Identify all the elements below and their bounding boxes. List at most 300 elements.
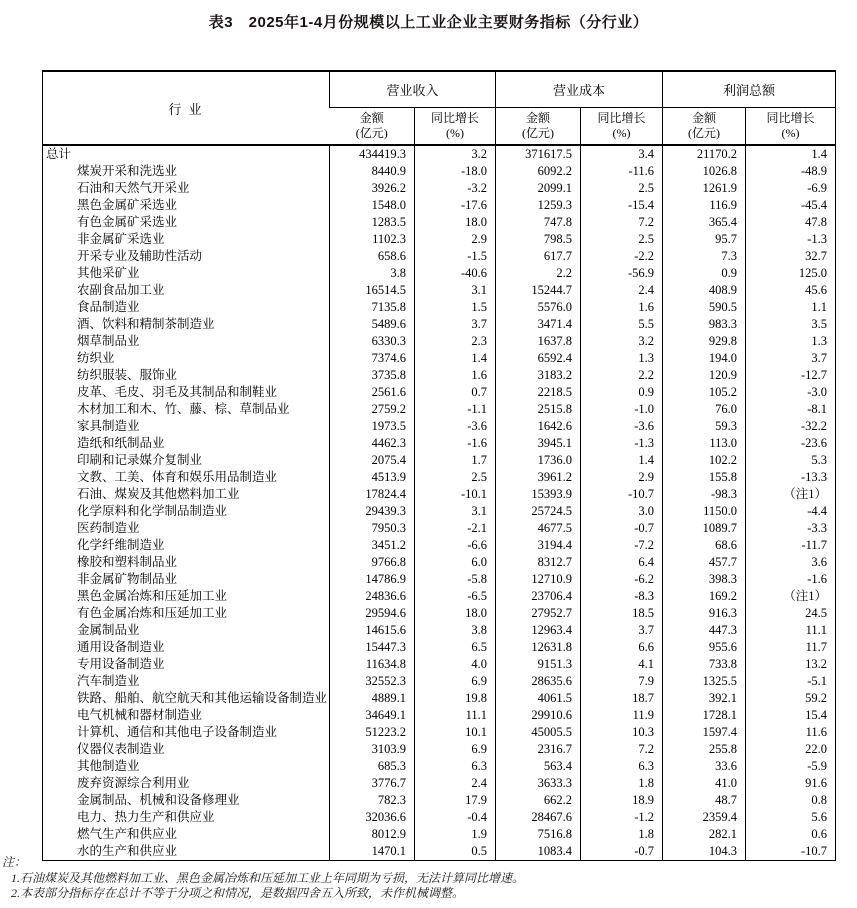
industry-name: 化学原料和化学制品制造业: [77, 504, 228, 518]
industry-name: 非金属矿采选业: [77, 232, 165, 246]
value-revenue: 1973.5: [330, 418, 415, 435]
value-profit_growth: 24.5: [746, 605, 836, 622]
value-profit_growth: 3.5: [746, 316, 836, 333]
value-cost: 6092.2: [496, 163, 581, 180]
value-profit: 102.2: [663, 452, 746, 469]
value-revenue_growth: 6.9: [415, 673, 496, 690]
value-cost_growth: 7.2: [581, 741, 663, 758]
value-profit: 590.5: [663, 299, 746, 316]
value-profit_growth: -1.3: [746, 231, 836, 248]
value-revenue_growth: 10.1: [415, 724, 496, 741]
value-profit: 33.6: [663, 758, 746, 775]
value-revenue_growth: -6.5: [415, 588, 496, 605]
value-revenue: 3926.2: [330, 180, 415, 197]
industry-name: 汽车制造业: [77, 674, 140, 688]
value-profit_growth: -23.6: [746, 435, 836, 452]
industry-name: 金属制品、机械和设备修理业: [77, 793, 240, 807]
table-row: [43, 282, 836, 299]
value-profit: 457.7: [663, 554, 746, 571]
value-revenue: 16514.5: [330, 282, 415, 299]
notes: [2, 855, 524, 902]
industry-name: 纺织服装、服饰业: [77, 368, 178, 382]
table-row: [43, 180, 836, 197]
value-cost: 28467.6: [496, 809, 581, 826]
table-row: [43, 418, 836, 435]
value-revenue: 8440.9: [330, 163, 415, 180]
value-cost_growth: 3.0: [581, 503, 663, 520]
industry-name: 铁路、船舶、航空航天和其他运输设备制造业: [77, 691, 328, 705]
industry-name: 化学纤维制造业: [77, 538, 165, 552]
value-cost: 12631.8: [496, 639, 581, 656]
value-revenue: 8012.9: [330, 826, 415, 843]
value-revenue: 5489.6: [330, 316, 415, 333]
value-revenue_growth: 3.7: [415, 316, 496, 333]
value-revenue_growth: 18.0: [415, 214, 496, 231]
value-cost: 563.4: [496, 758, 581, 775]
industry-name: 其他采矿业: [77, 266, 140, 280]
value-cost_growth: 2.2: [581, 367, 663, 384]
value-cost_growth: -0.7: [581, 843, 663, 861]
value-cost_growth: -1.2: [581, 809, 663, 826]
value-revenue: 4889.1: [330, 690, 415, 707]
value-revenue_growth: -17.6: [415, 197, 496, 214]
value-revenue: 1470.1: [330, 843, 415, 861]
value-revenue_growth: 3.1: [415, 503, 496, 520]
value-profit_growth: 1.4: [746, 145, 836, 163]
value-revenue_growth: 1.6: [415, 367, 496, 384]
value-revenue_growth: -3.6: [415, 418, 496, 435]
value-cost_growth: 18.7: [581, 690, 663, 707]
value-revenue: 782.3: [330, 792, 415, 809]
value-cost: 28635.6: [496, 673, 581, 690]
value-profit_growth: （注1）: [746, 588, 836, 605]
value-revenue_growth: 18.0: [415, 605, 496, 622]
value-profit: 282.1: [663, 826, 746, 843]
industry-name: 纺织业: [77, 351, 115, 365]
value-profit_growth: -11.7: [746, 537, 836, 554]
value-profit: 1325.5: [663, 673, 746, 690]
value-profit: 194.0: [663, 350, 746, 367]
value-profit_growth: -8.1: [746, 401, 836, 418]
value-revenue_growth: -3.2: [415, 180, 496, 197]
table-row: [43, 724, 836, 741]
value-profit: 929.8: [663, 333, 746, 350]
value-cost: 1259.3: [496, 197, 581, 214]
table-row: [43, 299, 836, 316]
table-row: [43, 401, 836, 418]
value-cost: 23706.4: [496, 588, 581, 605]
value-cost_growth: 3.7: [581, 622, 663, 639]
note-item: 1.石油煤炭及其他燃料加工业、黑色金属冶炼和压延加工业上年同期为亏损，无法计算同比增速。: [11, 870, 525, 885]
value-profit: 113.0: [663, 435, 746, 452]
financial-indicators-table: [42, 70, 836, 861]
value-cost: 662.2: [496, 792, 581, 809]
header-group-cost: 营业成本: [496, 71, 663, 108]
industry-name: 电力、热力生产和供应业: [77, 810, 215, 824]
value-profit: 105.2: [663, 384, 746, 401]
value-revenue_growth: 6.9: [415, 741, 496, 758]
table-row: [43, 469, 836, 486]
industry-name: 皮革、毛皮、羽毛及其制品和制鞋业: [77, 385, 278, 399]
value-revenue_growth: -2.1: [415, 520, 496, 537]
value-profit: 733.8: [663, 656, 746, 673]
table-row: [43, 333, 836, 350]
table-row: [43, 367, 836, 384]
industry-name: 石油和天然气开采业: [77, 181, 190, 195]
value-profit_growth: 5.6: [746, 809, 836, 826]
table-row: [43, 775, 836, 792]
value-cost_growth: 1.4: [581, 452, 663, 469]
value-revenue_growth: 1.7: [415, 452, 496, 469]
value-cost: 29910.6: [496, 707, 581, 724]
header-profit-amount: 金额 (亿元): [663, 108, 746, 146]
value-cost_growth: 18.5: [581, 605, 663, 622]
value-profit: 365.4: [663, 214, 746, 231]
value-profit_growth: -48.9: [746, 163, 836, 180]
value-revenue_growth: -0.4: [415, 809, 496, 826]
value-cost: 1083.4: [496, 843, 581, 861]
table-row: [43, 809, 836, 826]
industry-name: 其他制造业: [77, 759, 140, 773]
value-cost: 371617.5: [496, 145, 581, 163]
value-profit: 116.9: [663, 197, 746, 214]
industry-name: 黑色金属冶炼和压延加工业: [77, 589, 228, 603]
value-cost: 3194.4: [496, 537, 581, 554]
value-profit_growth: -5.9: [746, 758, 836, 775]
value-revenue: 3735.8: [330, 367, 415, 384]
value-cost: 7516.8: [496, 826, 581, 843]
value-revenue: 29439.3: [330, 503, 415, 520]
value-revenue_growth: -6.6: [415, 537, 496, 554]
value-cost_growth: -8.3: [581, 588, 663, 605]
value-cost_growth: -15.4: [581, 197, 663, 214]
industry-name: 文教、工美、体育和娱乐用品制造业: [77, 470, 278, 484]
value-cost_growth: 11.9: [581, 707, 663, 724]
value-revenue_growth: 3.8: [415, 622, 496, 639]
value-revenue: 32036.6: [330, 809, 415, 826]
value-cost_growth: 5.5: [581, 316, 663, 333]
value-profit_growth: 32.7: [746, 248, 836, 265]
value-cost: 747.8: [496, 214, 581, 231]
table-row: [43, 520, 836, 537]
value-profit_growth: 3.6: [746, 554, 836, 571]
value-cost: 12963.4: [496, 622, 581, 639]
value-revenue: 1548.0: [330, 197, 415, 214]
value-profit_growth: 5.3: [746, 452, 836, 469]
value-revenue: 434419.3: [330, 145, 415, 163]
value-profit: 7.3: [663, 248, 746, 265]
value-revenue: 7135.8: [330, 299, 415, 316]
value-cost_growth: 2.5: [581, 231, 663, 248]
industry-name: 煤炭开采和洗选业: [77, 164, 178, 178]
value-cost: 4061.5: [496, 690, 581, 707]
table-row: [43, 197, 836, 214]
value-profit: 916.3: [663, 605, 746, 622]
value-profit: 1728.1: [663, 707, 746, 724]
value-revenue: 3776.7: [330, 775, 415, 792]
value-revenue: 1102.3: [330, 231, 415, 248]
table-row: [43, 758, 836, 775]
value-profit: 104.3: [663, 843, 746, 861]
value-revenue: 51223.2: [330, 724, 415, 741]
value-profit_growth: -6.9: [746, 180, 836, 197]
header-group-revenue: 营业收入: [330, 71, 496, 108]
industry-name: 木材加工和木、竹、藤、棕、草制品业: [77, 402, 290, 416]
value-cost_growth: -1.3: [581, 435, 663, 452]
value-revenue: 4513.9: [330, 469, 415, 486]
industry-name: 通用设备制造业: [77, 640, 165, 654]
table-row: [43, 163, 836, 180]
value-cost_growth: 2.4: [581, 282, 663, 299]
value-revenue_growth: -40.6: [415, 265, 496, 282]
value-cost_growth: 1.3: [581, 350, 663, 367]
value-cost: 1736.0: [496, 452, 581, 469]
table-row: [43, 265, 836, 282]
table-row: [43, 214, 836, 231]
value-cost: 8312.7: [496, 554, 581, 571]
table-row: [43, 486, 836, 503]
value-profit_growth: 45.6: [746, 282, 836, 299]
value-profit_growth: 59.2: [746, 690, 836, 707]
value-revenue: 3.8: [330, 265, 415, 282]
value-profit: 1261.9: [663, 180, 746, 197]
value-revenue_growth: 2.5: [415, 469, 496, 486]
value-cost_growth: 6.3: [581, 758, 663, 775]
table-row: [43, 741, 836, 758]
value-cost: 27952.7: [496, 605, 581, 622]
value-cost_growth: 2.9: [581, 469, 663, 486]
value-cost_growth: 2.5: [581, 180, 663, 197]
table-body: [43, 145, 836, 861]
table-row: [43, 384, 836, 401]
value-revenue_growth: 1.5: [415, 299, 496, 316]
value-revenue_growth: 17.9: [415, 792, 496, 809]
value-profit_growth: -4.4: [746, 503, 836, 520]
value-profit: 2359.4: [663, 809, 746, 826]
value-cost: 2515.8: [496, 401, 581, 418]
industry-name: 造纸和纸制品业: [77, 436, 165, 450]
value-revenue: 14615.6: [330, 622, 415, 639]
value-revenue: 32552.3: [330, 673, 415, 690]
value-revenue_growth: 2.4: [415, 775, 496, 792]
industry-name: 废弃资源综合利用业: [77, 776, 190, 790]
value-cost_growth: 3.4: [581, 145, 663, 163]
value-cost_growth: -3.6: [581, 418, 663, 435]
industry-name: 医药制造业: [77, 521, 140, 535]
value-profit: 398.3: [663, 571, 746, 588]
value-cost_growth: 4.1: [581, 656, 663, 673]
value-cost_growth: 3.2: [581, 333, 663, 350]
value-revenue: 24836.6: [330, 588, 415, 605]
table-row: [43, 435, 836, 452]
value-profit: 255.8: [663, 741, 746, 758]
value-profit: 0.9: [663, 265, 746, 282]
value-revenue: 2759.2: [330, 401, 415, 418]
value-revenue_growth: 19.8: [415, 690, 496, 707]
value-cost: 3633.3: [496, 775, 581, 792]
table-row: [43, 639, 836, 656]
value-profit_growth: 15.4: [746, 707, 836, 724]
value-cost: 25724.5: [496, 503, 581, 520]
value-profit: 983.3: [663, 316, 746, 333]
table-header: [43, 71, 836, 145]
value-revenue_growth: -18.0: [415, 163, 496, 180]
value-cost: 2099.1: [496, 180, 581, 197]
industry-name: 开采专业及辅助性活动: [77, 249, 203, 263]
value-profit_growth: 125.0: [746, 265, 836, 282]
value-revenue: 3103.9: [330, 741, 415, 758]
value-revenue: 11634.8: [330, 656, 415, 673]
value-revenue: 7950.3: [330, 520, 415, 537]
table-row: [43, 231, 836, 248]
value-revenue_growth: -1.5: [415, 248, 496, 265]
value-profit_growth: -10.7: [746, 843, 836, 861]
value-cost_growth: -11.6: [581, 163, 663, 180]
value-revenue: 6330.3: [330, 333, 415, 350]
value-profit_growth: 47.8: [746, 214, 836, 231]
page-title: 表3 2025年1-4月份规模以上工业企业主要财务指标（分行业）: [208, 14, 649, 31]
value-cost: 1637.8: [496, 333, 581, 350]
industry-name: 总计: [46, 147, 72, 161]
value-cost: 798.5: [496, 231, 581, 248]
value-profit_growth: 91.6: [746, 775, 836, 792]
value-profit_growth: -3.0: [746, 384, 836, 401]
industry-name: 农副食品加工业: [77, 283, 165, 297]
value-cost: 617.7: [496, 248, 581, 265]
table-row: [43, 690, 836, 707]
note-item: 2.本表部分指标存在总计不等于分项之和情况，是数据四舍五入所致，未作机械调整。: [11, 886, 465, 900]
value-cost_growth: 7.9: [581, 673, 663, 690]
value-revenue: 2561.6: [330, 384, 415, 401]
value-profit: 1597.4: [663, 724, 746, 741]
value-revenue: 1283.5: [330, 214, 415, 231]
table-row: [43, 673, 836, 690]
value-cost_growth: 10.3: [581, 724, 663, 741]
value-revenue: 685.3: [330, 758, 415, 775]
industry-name: 烟草制品业: [77, 334, 140, 348]
industry-name: 家具制造业: [77, 419, 140, 433]
value-cost: 3961.2: [496, 469, 581, 486]
value-revenue_growth: 3.2: [415, 145, 496, 163]
value-cost_growth: 6.4: [581, 554, 663, 571]
value-revenue: 14786.9: [330, 571, 415, 588]
value-revenue_growth: 2.3: [415, 333, 496, 350]
value-revenue: 34649.1: [330, 707, 415, 724]
value-cost_growth: -1.0: [581, 401, 663, 418]
table-row: [43, 316, 836, 333]
table-row: [43, 707, 836, 724]
value-revenue_growth: 0.7: [415, 384, 496, 401]
value-profit_growth: 13.2: [746, 656, 836, 673]
value-profit_growth: -1.6: [746, 571, 836, 588]
table-row: [43, 452, 836, 469]
value-profit: 48.7: [663, 792, 746, 809]
value-revenue: 29594.6: [330, 605, 415, 622]
industry-name: 非金属矿物制品业: [77, 572, 178, 586]
value-cost_growth: 0.9: [581, 384, 663, 401]
value-profit_growth: 11.7: [746, 639, 836, 656]
table-row: [43, 656, 836, 673]
value-revenue_growth: 1.4: [415, 350, 496, 367]
value-revenue: 2075.4: [330, 452, 415, 469]
header-cost-growth: 同比增长 (%): [581, 108, 663, 146]
value-cost: 3183.2: [496, 367, 581, 384]
value-revenue_growth: -1.1: [415, 401, 496, 418]
table-row: [43, 571, 836, 588]
table-row: [43, 826, 836, 843]
value-cost_growth: 18.9: [581, 792, 663, 809]
industry-name: 酒、饮料和精制茶制造业: [77, 317, 215, 331]
value-cost: 5576.0: [496, 299, 581, 316]
industry-name: 仪器仪表制造业: [77, 742, 165, 756]
value-profit_growth: 0.6: [746, 826, 836, 843]
value-cost_growth: 7.2: [581, 214, 663, 231]
value-cost: 3945.1: [496, 435, 581, 452]
table-row: [43, 605, 836, 622]
value-profit_growth: -3.3: [746, 520, 836, 537]
industry-name: 食品制造业: [77, 300, 140, 314]
value-revenue_growth: -10.1: [415, 486, 496, 503]
value-cost: 4677.5: [496, 520, 581, 537]
value-revenue_growth: 11.1: [415, 707, 496, 724]
value-profit: 392.1: [663, 690, 746, 707]
value-cost: 6592.4: [496, 350, 581, 367]
industry-name: 有色金属矿采选业: [77, 215, 178, 229]
value-revenue_growth: 6.5: [415, 639, 496, 656]
value-cost: 15393.9: [496, 486, 581, 503]
value-profit_growth: -12.7: [746, 367, 836, 384]
value-revenue: 7374.6: [330, 350, 415, 367]
industry-name: 计算机、通信和其他电子设备制造业: [77, 725, 278, 739]
value-revenue_growth: 6.0: [415, 554, 496, 571]
industry-name: 黑色金属矿采选业: [77, 198, 178, 212]
value-profit: 1089.7: [663, 520, 746, 537]
value-profit_growth: 11.6: [746, 724, 836, 741]
industry-name: 水的生产和供应业: [77, 844, 178, 858]
value-profit: 76.0: [663, 401, 746, 418]
value-revenue_growth: 2.9: [415, 231, 496, 248]
value-revenue: 15447.3: [330, 639, 415, 656]
value-revenue_growth: 4.0: [415, 656, 496, 673]
industry-name: 印刷和记录媒介复制业: [77, 453, 203, 467]
table-row: [43, 792, 836, 809]
value-profit_growth: -32.2: [746, 418, 836, 435]
header-profit-growth: 同比增长 (%): [746, 108, 836, 146]
table-row: [43, 588, 836, 605]
table-row: [43, 554, 836, 571]
value-profit: 41.0: [663, 775, 746, 792]
value-profit_growth: （注1）: [746, 486, 836, 503]
industry-name: 橡胶和塑料制品业: [77, 555, 178, 569]
table-row: [43, 622, 836, 639]
value-profit: 1026.8: [663, 163, 746, 180]
value-revenue: 4462.3: [330, 435, 415, 452]
value-profit_growth: -13.3: [746, 469, 836, 486]
value-revenue: 3451.2: [330, 537, 415, 554]
value-profit_growth: 22.0: [746, 741, 836, 758]
value-profit_growth: 11.1: [746, 622, 836, 639]
value-profit_growth: 1.1: [746, 299, 836, 316]
value-cost: 2316.7: [496, 741, 581, 758]
value-cost_growth: 1.8: [581, 826, 663, 843]
value-profit: 169.2: [663, 588, 746, 605]
value-profit: 21170.2: [663, 145, 746, 163]
value-cost_growth: -56.9: [581, 265, 663, 282]
value-profit_growth: 3.7: [746, 350, 836, 367]
value-revenue_growth: -5.8: [415, 571, 496, 588]
value-profit: 95.7: [663, 231, 746, 248]
value-cost: 15244.7: [496, 282, 581, 299]
